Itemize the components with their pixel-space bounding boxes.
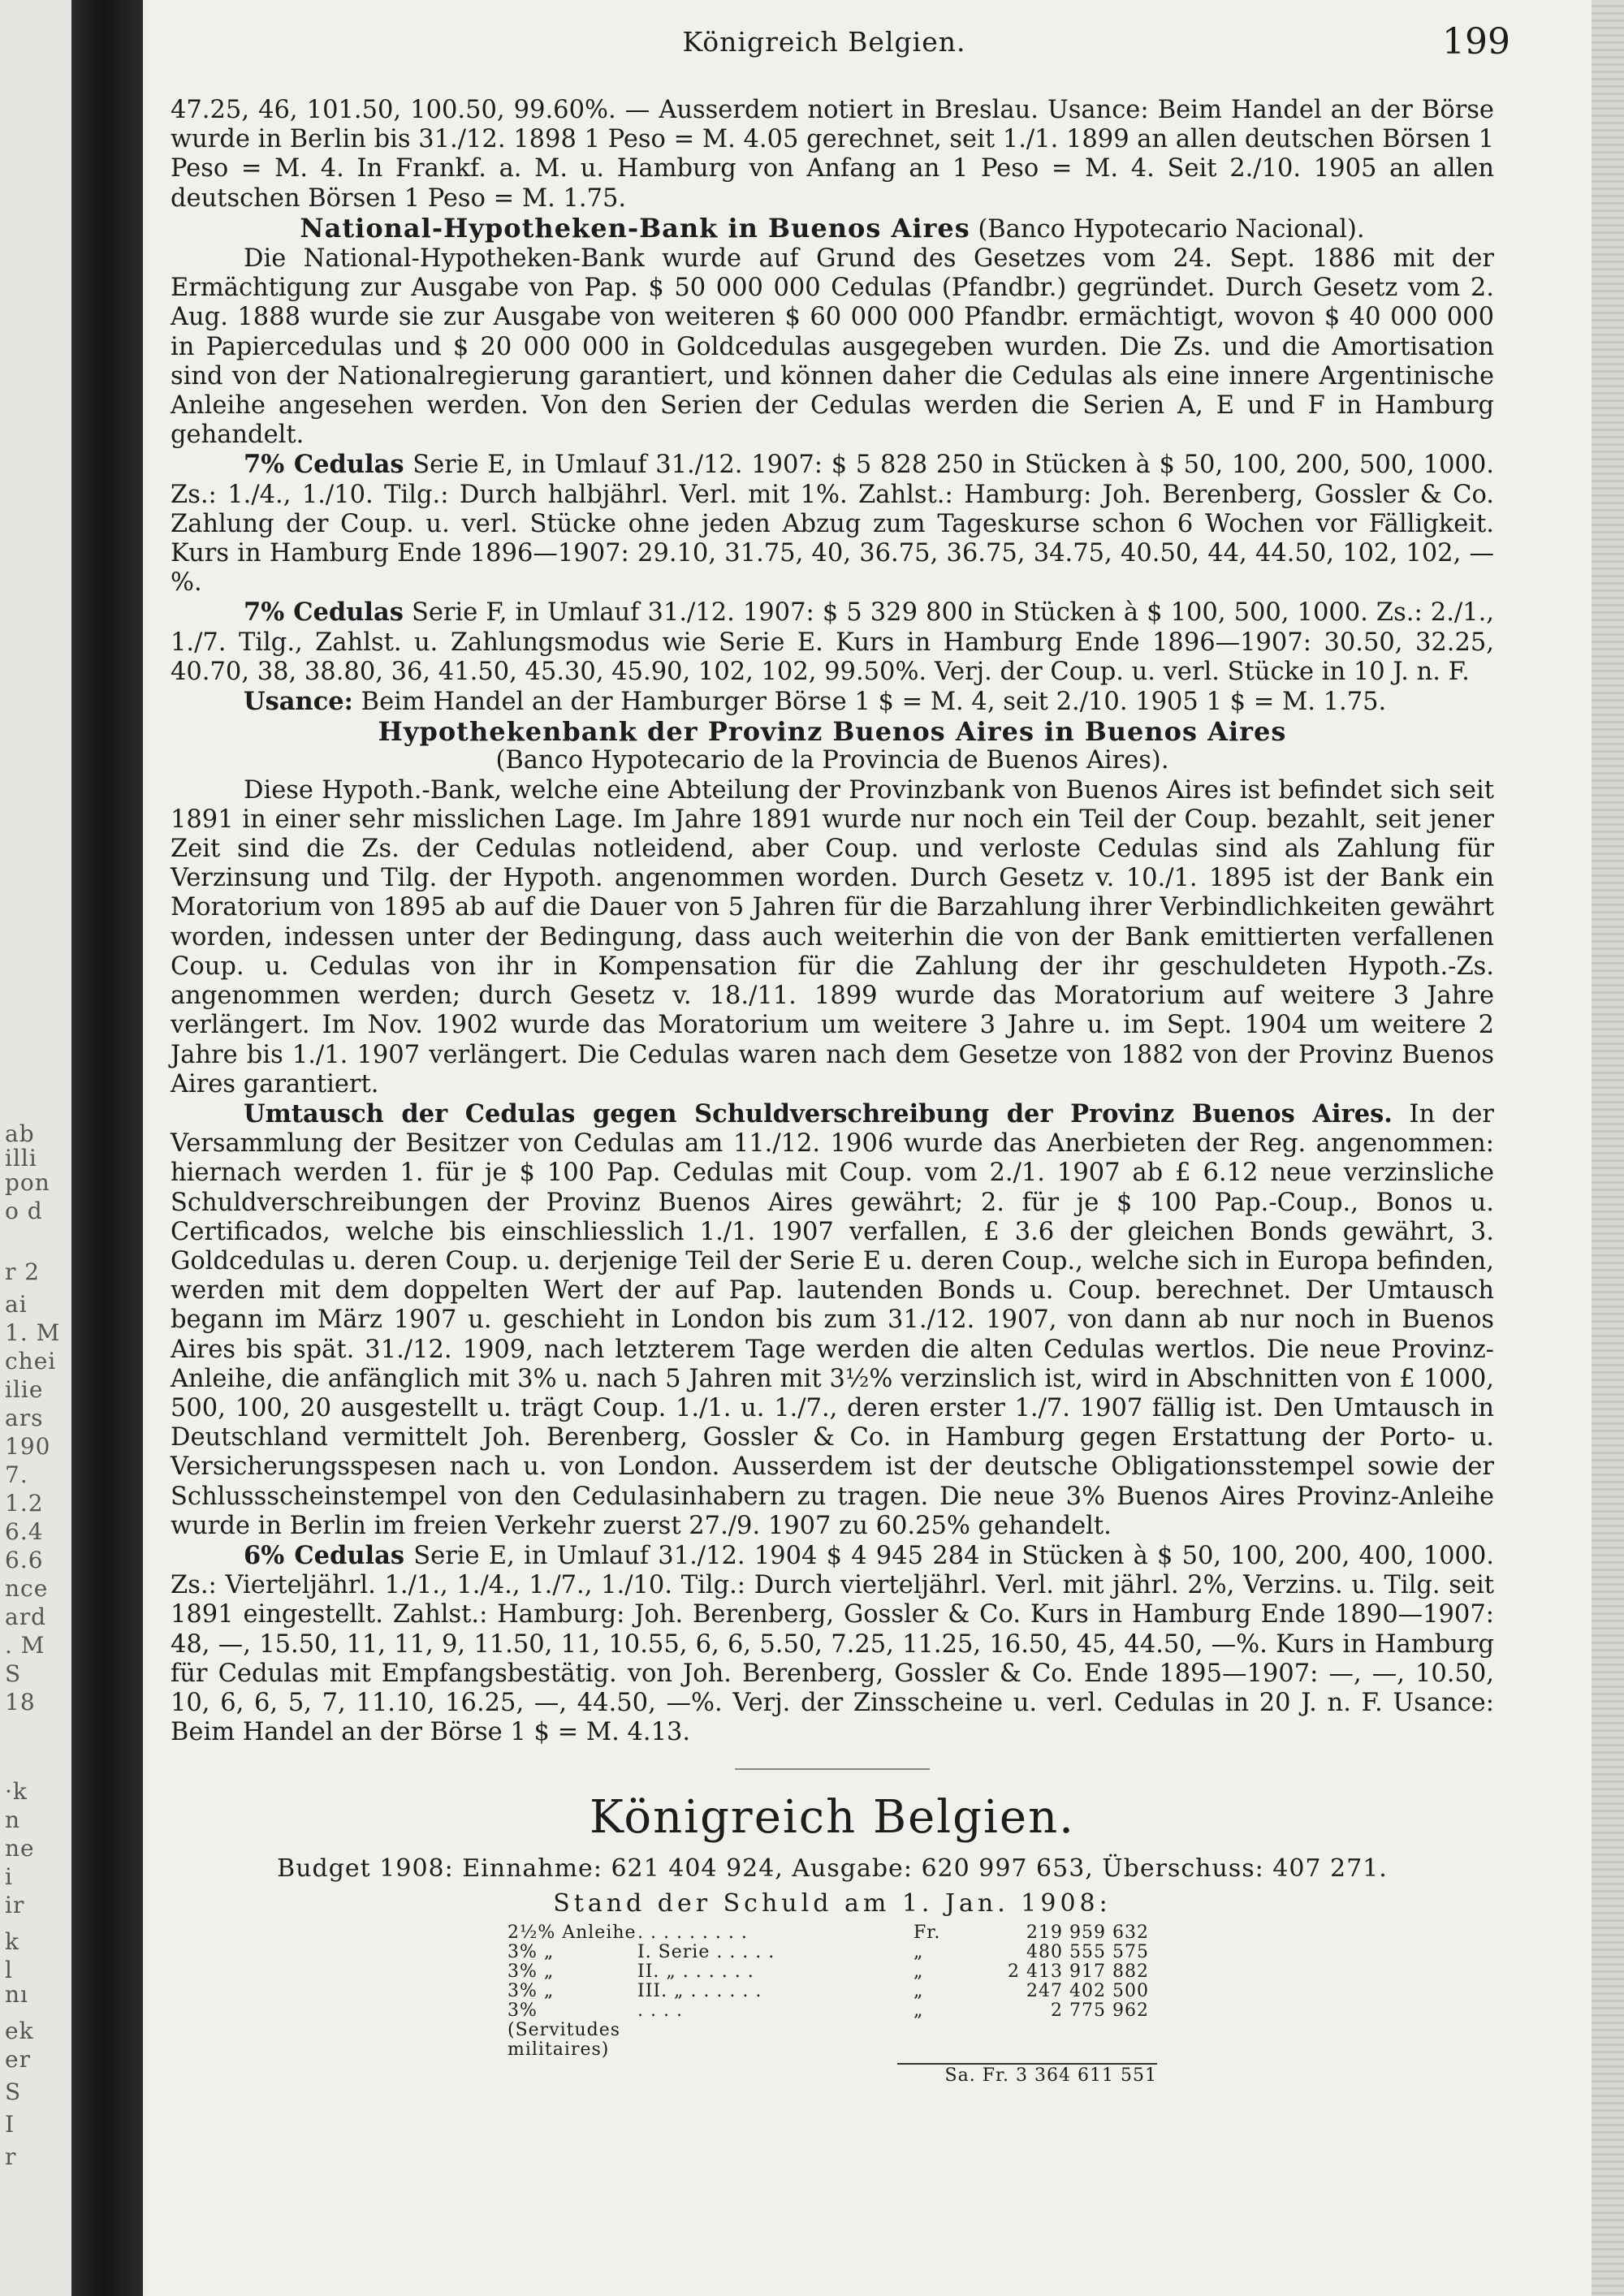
paragraph xyxy=(171,776,1494,1099)
debt-series: . . . . xyxy=(637,2000,683,2021)
paragraph-text: Serie E, in Umlauf 31./12. 1907: $ 5 828 250 in Stücken à $ 50, 100, 200, 500, 1000. Zs.: 1./4., 1./10. Tilg.: Durch halbjährl. Verl. mit 1%. Zahlst.: Hamburg: Joh. Berenberg, Gossler & Co. Zahlung der Coup. u. verl. Stücke ohne jeden Abzug zum Tageskurse schon 6 Wochen vor Fälligkeit. Kurs in Hamburg Ende 1896—1907: 29.10, 31.75, 40, 36.75, 36.75, 34.75, 40.50, 44, 44.50, 102, 102, —%. xyxy=(171,451,1494,598)
debt-total: Sa. Fr. 3 364 611 551 xyxy=(897,2063,1157,2086)
paragraph-text: 47.25, 46, 101.50, 100.50, 99.60%. — Ausserdem notiert in Breslau. Usance: Beim Handel an der Börse wurde in Berlin bis 31./12. 1898 1 Peso = M. 4.05 gerechnet, seit 1./1. 1899 an allen deutschen Börsen 1 Peso = M. 4. In Frankf. a. M. u. Hamburg von Anfang an 1 Peso = M. 4. Seit 2./10. 1905 an allen deutschen Börsen 1 Peso = M. 1.75. xyxy=(171,96,1494,213)
debt-cur: „ xyxy=(914,1941,924,1962)
running-header xyxy=(146,21,1510,70)
adjacent-page-text: ne xyxy=(5,1835,35,1862)
adjacent-page-text: . M xyxy=(5,1632,45,1659)
debt-heading: Stand der Schuld am 1. Jan. 1908: xyxy=(553,1888,1112,1918)
adjacent-page-text: ars xyxy=(5,1405,44,1431)
paragraph xyxy=(171,96,1494,214)
adjacent-page-text: chei xyxy=(5,1348,57,1375)
paragraph-text: In der Versammlung der Besitzer von Cedulas am 11./12. 1906 wurde das Anerbieten der Reg. angenommen: hiernach werden 1. für je $ 100 Pap. Cedulas mit Coup. vom 2./1. 1907 ab £ 6.12 neue verzinsliche Schuldverschreibungen der Provinz Buenos Aires gewährt; 2. für je $ 100 Pap.-Coup., Bonos u. Certificados, welche bis einschliesslich 1./1. 1907 verfallen, £ 3.6 der gleichen Bonds gewährt, 3. Goldcedulas u. deren Coup. u. derjenige Teil der Serie E u. deren Coup., welche sich in Europa befinden, werden mit dem doppelten Wert der auf Pap. lautenden Bonds u. Coup. berechnet. Der Umtausch begann im März 1907 u. geschieht in London bis zum 31./12. 1907, von dann ab nur noch in Buenos Aires bis spät. 31./12. 1909, nach letzterem Tage werden die alten Cedulas wertlos. Die neue Provinz-Anleihe, die anfänglich mit 3% u. nach 5 Jahren mit 3½% verzinslich ist, wird in Abschnitten von £ 1000, 500, 100, 20 ausgestellt u. trägt Coup. 1./1. u. 1./7., deren erster 1./7. 1907 fällig ist. Den Umtausch in Deutschland vermittelt Joh. Berenberg, Gossler & Co. in Hamburg gegen Erstattung der Porto- u. Versicherungsspesen nach u. von London. Ausserdem ist der deutsche Obligationsstempel sowie der Schlussscheinstempel von den Cedulasinhabern zu tragen. Die neue 3% Buenos Aires Provinz-Anleihe wurde in Berlin im freien Verkehr zuerst 27./9. 1907 zu 60.25% gehandelt. xyxy=(171,1099,1494,1540)
adjacent-page-text: k xyxy=(5,1928,19,1955)
paragraph-text: Serie F, in Umlauf 31./12. 1907: $ 5 329 800 in Stücken à $ 100, 500, 1000. Zs.: 2./1., 1./7. Tilg., Zahlst. u. Zahlungsmodus wie Serie E. Kurs in Hamburg Ende 1896—1907: 30.50, 32.25, 40.70, 38, 38.80, 36, 41.50, 45.30, 45.90, 102, 102, 99.50%. Verj. der Coup. u. verl. Stücke in 10 J. n. F. xyxy=(171,598,1494,686)
page-edge xyxy=(1592,0,1624,2296)
adjacent-page-fragment xyxy=(0,0,71,2296)
paragraph-text: Beim Handel an der Hamburger Börse 1 $ = M. 4, seit 2./10. 1905 1 $ = M. 1.75. xyxy=(361,688,1387,717)
heading-rest: (Banco Hypotecario Nacional). xyxy=(970,214,1365,244)
paragraph-text: Die National-Hypotheken-Bank wurde auf Grund des Gesetzes vom 24. Sept. 1886 mit der Ermächtigung zur Ausgabe von Pap. $ 50 000 000 Cedulas (Pfandbr.) gegründet. Durch Gesetz vom 2. Aug. 1888 wurde sie zur Ausgabe von weiteren $ 60 000 000 Pfandbr. ermächtigt, wovon $ 40 000 000 in Papiercedulas und $ 20 000 000 in Goldcedulas ausgegeben wurden. Die Zs. und die Amortisation sind von der Nationalregierung garantiert, und können daher die Cedulas als eine innere Argentinische Anleihe angesehen werden. Von den Serien der Cedulas werden die Serien A, E und F in Hamburg gehandelt. xyxy=(171,244,1494,450)
paragraph-lead: Usance: xyxy=(244,687,353,717)
heading-bold: National-Hypotheken-Bank in Buenos Aires xyxy=(300,212,970,244)
debt-row xyxy=(508,1923,1157,1943)
debt-amount: 2 775 962 xyxy=(1051,2000,1149,2021)
section-heading xyxy=(171,214,1494,244)
debt-rows xyxy=(508,1923,1157,2060)
body-text xyxy=(171,96,1494,2086)
debt-rate: 3% „ xyxy=(508,1980,555,2001)
debt-row xyxy=(508,1962,1157,1982)
budget-line: Budget 1908: Einnahme: 621 404 924, Ausgabe: 620 997 653, Überschuss: 407 271. xyxy=(277,1854,1388,1884)
paragraph xyxy=(171,598,1494,687)
debt-cur: Fr. xyxy=(914,1922,941,1943)
adjacent-page-text: I xyxy=(5,2111,15,2138)
paragraph xyxy=(171,687,1494,717)
paragraph-lead: 7% Cedulas xyxy=(244,450,404,480)
adjacent-page-text: illi xyxy=(5,1145,37,1172)
heading-bold: Hypothekenbank der Provinz Buenos Aires in Buenos Aires xyxy=(378,716,1287,748)
section-heading xyxy=(171,717,1494,746)
debt-amount: 219 959 632 xyxy=(1026,1922,1149,1943)
adjacent-page-text: 6.4 xyxy=(5,1518,44,1545)
debt-row xyxy=(508,1982,1157,2001)
debt-rate: 3% (Servitudes militaires) xyxy=(508,2000,621,2060)
adjacent-page-text: nce xyxy=(5,1575,49,1602)
adjacent-page-text: er xyxy=(5,2046,31,2073)
book-gutter xyxy=(71,0,143,2296)
running-title: Königreich Belgien. xyxy=(682,26,966,58)
debt-rate: 3% „ xyxy=(508,1961,555,1982)
text-blocks xyxy=(171,96,1494,1747)
adjacent-page-text: pon xyxy=(5,1169,50,1196)
paragraph xyxy=(171,1541,1494,1747)
adjacent-page-text: 18 xyxy=(5,1689,36,1716)
book-page xyxy=(146,0,1592,2296)
debt-amount: 247 402 500 xyxy=(1026,1980,1149,2001)
adjacent-page-text: 1.2 xyxy=(5,1490,44,1517)
debt-row xyxy=(508,1943,1157,1962)
paragraph xyxy=(171,244,1494,450)
adjacent-page-text: 6.6 xyxy=(5,1547,44,1573)
debt-cur: „ xyxy=(914,2000,924,2021)
paragraph-lead: 7% Cedulas xyxy=(244,598,404,628)
page-number: 199 xyxy=(1442,21,1510,63)
paragraph-lead: 6% Cedulas xyxy=(244,1540,405,1570)
adjacent-page-text: nı xyxy=(5,1981,28,2008)
adjacent-page-text: n xyxy=(5,1806,21,1833)
paragraph-text: Diese Hypoth.-Bank, welche eine Abteilung der Provinzbank von Buenos Aires ist befindet sich seit 1891 in einer sehr misslichen Lage. Im Jahre 1891 wurde nur noch ein Teil der Coup. bezahlt, seit jener Zeit sind die Zs. der Cedulas notleidend, aber Coup. und verloste Cedulas sind als Zahlung für Verzinsung und Tilg. der Hypoth. angenommen worden. Durch Gesetz v. 10./1. 1895 ist der Bank ein Moratorium von 1895 ab auf die Dauer von 5 Jahren für die Barzahlung ihrer Verbindlichkeiten gewährt worden, indessen unter der Bedingung, dass auch weiterhin die von der Bank emittierten verfallenen Coup. u. Cedulas von ihr in Kompensation für die Zahlung der ihr geschuldeten Hypoth.-Zs. angenommen werden; durch Gesetz v. 18./11. 1899 wurde das Moratorium auf weitere 3 Jahre verlängert. Im Nov. 1902 wurde das Moratorium um weitere 3 Jahre u. im Sept. 1904 um weitere 2 Jahre bis 1./1. 1907 verlängert. Die Cedulas waren nach dem Gesetze von 1882 von der Provinz Buenos Aires garantiert. xyxy=(171,775,1494,1098)
debt-amount: 480 555 575 xyxy=(1026,1941,1149,1962)
adjacent-page-text: 190 xyxy=(5,1433,51,1460)
adjacent-page-text: ard xyxy=(5,1603,47,1630)
debt-amount: 2 413 917 882 xyxy=(1008,1961,1149,1982)
adjacent-page-text: r 2 xyxy=(5,1258,41,1285)
adjacent-page-text: ai xyxy=(5,1291,28,1318)
adjacent-page-text: l xyxy=(5,1957,13,1983)
adjacent-page-text: 1. M xyxy=(5,1319,61,1346)
adjacent-page-text: ek xyxy=(5,2018,34,2044)
debt-series: III. „ . . . . . . xyxy=(637,1980,762,2001)
section-divider xyxy=(735,1768,930,1770)
paragraph-lead: Umtausch der Cedulas gegen Schuldverschreibung der Provinz Buenos Aires. xyxy=(244,1098,1393,1129)
debt-cur: „ xyxy=(914,1961,924,1982)
adjacent-page-text: ·k xyxy=(5,1778,28,1805)
adjacent-page-text: S xyxy=(5,1660,22,1687)
debt-cur: „ xyxy=(914,1980,924,2001)
section-title-belgium: Königreich Belgien. xyxy=(590,1791,1075,1845)
debt-series: . . . . . . . . . xyxy=(637,1922,748,1943)
adjacent-page-text: S xyxy=(5,2078,22,2105)
adjacent-page-text: i xyxy=(5,1863,13,1890)
adjacent-page-text: r xyxy=(5,2143,17,2170)
adjacent-page-text: ilie xyxy=(5,1376,44,1403)
debt-series: II. „ . . . . . . xyxy=(637,1961,754,1982)
paragraph xyxy=(171,450,1494,598)
debt-table xyxy=(508,1923,1157,2086)
section-subheading: (Banco Hypotecario de la Provincia de Buenos Aires). xyxy=(495,746,1169,775)
adjacent-page-text: ab xyxy=(5,1120,35,1147)
paragraph-text: Serie E, in Umlauf 31./12. 1904 $ 4 945 284 in Stücken à $ 50, 100, 200, 400, 1000. Zs.: Vierteljährl. 1./1., 1./4., 1./7., 1./10. Tilg.: Durch vierteljährl. Verl. mit jährl. 2%, Verzins. u. Tilg. seit 1891 eingestellt. Zahlst.: Hamburg: Joh. Berenberg, Gossler & Co. Kurs in Hamburg Ende 1890—1907: 48, —, 15.50, 11, 11, 9, 11.50, 11, 10.55, 6, 6, 5.50, 7.25, 11.25, 16.50, 45, 44.50, —%. Kurs in Hamburg für Cedulas mit Empfangsbestätig. von Joh. Berenberg, Gossler & Co. Ende 1895—1907: —, —, 10.50, 10, 6, 6, 5, 7, 11.10, 16.25, —, 44.50, —%. Verj. der Zinsscheine u. verl. Cedulas in 20 J. n. F. Usance: Beim Handel an der Börse 1 $ = M. 4.13. xyxy=(171,1541,1494,1747)
paragraph xyxy=(171,1099,1494,1541)
debt-series: I. Serie . . . . . xyxy=(637,1941,775,1962)
debt-rate: 2½% Anleihe xyxy=(508,1922,637,1943)
adjacent-page-text: o d xyxy=(5,1198,43,1224)
adjacent-page-text: ir xyxy=(5,1892,25,1918)
debt-rate: 3% „ xyxy=(508,1941,555,1962)
debt-row xyxy=(508,2001,1157,2060)
adjacent-page-text: 7. xyxy=(5,1461,28,1488)
